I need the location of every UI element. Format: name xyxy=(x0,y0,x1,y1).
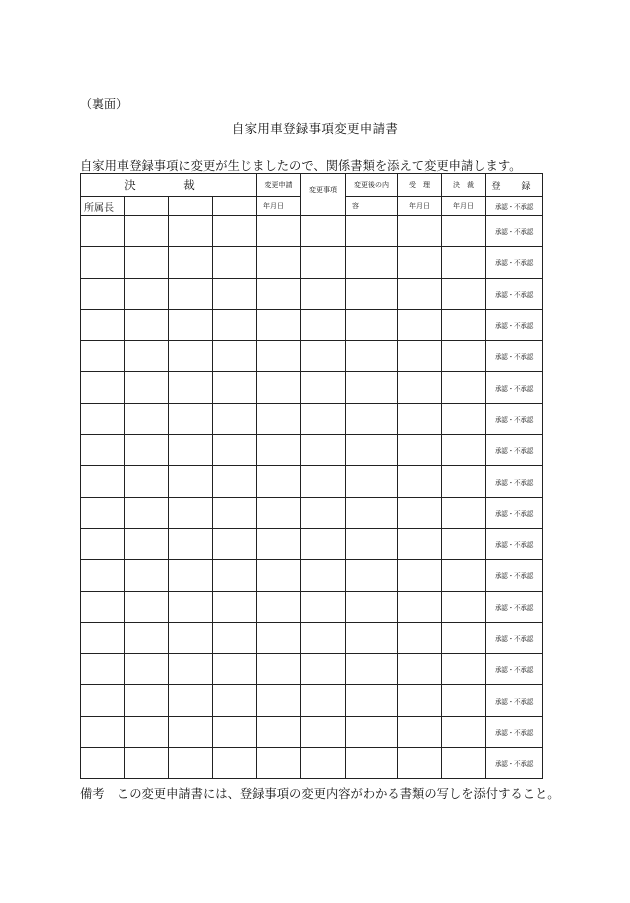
receipt-date-cell[interactable] xyxy=(398,403,442,434)
change-item-cell[interactable] xyxy=(301,497,346,528)
table-row xyxy=(81,528,543,559)
decision-date-cell[interactable] xyxy=(442,309,486,340)
kessai-stamp-3-cell[interactable] xyxy=(169,497,213,528)
change-item-cell[interactable] xyxy=(301,247,346,278)
receipt-date-cell[interactable] xyxy=(398,216,442,247)
kessai-stamp-3-cell[interactable] xyxy=(169,247,213,278)
approval-status-cell: 承認・不承認 xyxy=(486,278,543,309)
change-item-cell[interactable] xyxy=(301,435,346,466)
approval-status-cell: 承認・不承認 xyxy=(486,435,543,466)
kessai-stamp-4-cell[interactable] xyxy=(213,372,257,403)
table-row xyxy=(81,560,543,591)
kessai-stamp-1-cell[interactable] xyxy=(81,622,125,653)
change-request-date-cell[interactable] xyxy=(257,216,301,247)
kessai-stamp-3-cell[interactable] xyxy=(169,591,213,622)
change-item-cell[interactable] xyxy=(301,372,346,403)
kessai-stamp-1-cell[interactable] xyxy=(81,591,125,622)
kessai-stamp-4-cell[interactable] xyxy=(213,466,257,497)
change-item-cell[interactable] xyxy=(301,309,346,340)
kessai-stamp-3-cell[interactable] xyxy=(169,341,213,372)
receipt-date-header: 年月日 xyxy=(398,197,442,216)
kessai-stamp-3-cell[interactable] xyxy=(169,685,213,716)
kessai-stamp-2-cell[interactable] xyxy=(125,748,169,779)
kessai-stamp-2-cell[interactable] xyxy=(125,685,169,716)
kessai-stamp-4-cell[interactable] xyxy=(213,403,257,434)
change-content-cell[interactable] xyxy=(346,403,398,434)
kessai-stamp-2-cell[interactable] xyxy=(125,435,169,466)
approval-status-cell: 承認・不承認 xyxy=(486,341,543,372)
change-item-cell[interactable] xyxy=(301,528,346,559)
kessai-stamp-1-cell[interactable] xyxy=(81,309,125,340)
kessai-stamp-2-cell[interactable] xyxy=(125,372,169,403)
change-content-cell[interactable] xyxy=(346,309,398,340)
change-request-date-cell[interactable] xyxy=(257,497,301,528)
kessai-stamp-1-cell[interactable] xyxy=(81,497,125,528)
kessai-stamp-4-cell[interactable] xyxy=(213,528,257,559)
receipt-date-cell[interactable] xyxy=(398,591,442,622)
kessai-stamp-cell-4[interactable] xyxy=(213,197,257,216)
decision-date-cell[interactable] xyxy=(442,748,486,779)
change-request-date-cell[interactable] xyxy=(257,341,301,372)
kessai-stamp-2-cell[interactable] xyxy=(125,341,169,372)
table-row xyxy=(81,278,543,309)
decision-date-cell[interactable] xyxy=(442,685,486,716)
change-request-date-header: 年月日 xyxy=(257,197,301,216)
kessai-stamp-1-cell[interactable] xyxy=(81,341,125,372)
table-row xyxy=(81,341,543,372)
decision-date-cell[interactable] xyxy=(442,466,486,497)
approval-status-cell: 承認・不承認 xyxy=(486,528,543,559)
kessai-stamp-2-cell[interactable] xyxy=(125,247,169,278)
change-request-date-cell[interactable] xyxy=(257,685,301,716)
kessai-stamp-1-cell[interactable] xyxy=(81,278,125,309)
change-request-date-cell[interactable] xyxy=(257,309,301,340)
change-request-date-cell[interactable] xyxy=(257,591,301,622)
kessai-stamp-2-cell[interactable] xyxy=(125,216,169,247)
kessai-stamp-4-cell[interactable] xyxy=(213,435,257,466)
kessai-stamp-4-cell[interactable] xyxy=(213,309,257,340)
change-request-header: 変更申請 xyxy=(257,174,301,197)
change-request-date-cell[interactable] xyxy=(257,560,301,591)
kessai-stamp-2-cell[interactable] xyxy=(125,716,169,747)
receipt-date-cell[interactable] xyxy=(398,497,442,528)
kessai-stamp-3-cell[interactable] xyxy=(169,716,213,747)
approval-status-cell: 承認・不承認 xyxy=(486,716,543,747)
receipt-date-cell[interactable] xyxy=(398,528,442,559)
approval-status-cell: 承認・不承認 xyxy=(486,685,543,716)
kessai-stamp-1-cell[interactable] xyxy=(81,372,125,403)
kessai-stamp-2-cell[interactable] xyxy=(125,497,169,528)
decision-date-cell[interactable] xyxy=(442,216,486,247)
kessai-stamp-2-cell[interactable] xyxy=(125,403,169,434)
change-content-cell[interactable] xyxy=(346,216,398,247)
change-request-date-cell[interactable] xyxy=(257,278,301,309)
kessai-stamp-cell-3[interactable] xyxy=(169,197,213,216)
registration-header: 登 録 xyxy=(486,174,543,197)
change-content-cell[interactable] xyxy=(346,372,398,403)
approval-status-cell: 承認・不承認 xyxy=(486,309,543,340)
change-content-cell[interactable] xyxy=(346,591,398,622)
change-content-cell[interactable] xyxy=(346,716,398,747)
approval-status-cell: 承認・不承認 xyxy=(486,622,543,653)
change-content-cell[interactable] xyxy=(346,748,398,779)
change-request-date-cell[interactable] xyxy=(257,528,301,559)
change-content-cell[interactable] xyxy=(346,528,398,559)
approval-status-cell: 承認・不承認 xyxy=(486,654,543,685)
kessai-stamp-cell-2[interactable] xyxy=(125,197,169,216)
kessai-stamp-2-cell[interactable] xyxy=(125,528,169,559)
kessai-stamp-1-cell[interactable] xyxy=(81,654,125,685)
change-request-table xyxy=(80,173,543,779)
kessai-stamp-1-cell[interactable] xyxy=(81,216,125,247)
kessai-stamp-4-cell[interactable] xyxy=(213,622,257,653)
change-item-cell[interactable] xyxy=(301,466,346,497)
kessai-stamp-2-cell[interactable] xyxy=(125,622,169,653)
kessai-header: 決 裁 xyxy=(81,174,257,197)
kessai-stamp-2-cell[interactable] xyxy=(125,560,169,591)
change-item-cell[interactable] xyxy=(301,341,346,372)
decision-date-cell[interactable] xyxy=(442,622,486,653)
approval-status-cell: 承認・不承認 xyxy=(486,372,543,403)
change-request-date-cell[interactable] xyxy=(257,716,301,747)
change-item-cell[interactable] xyxy=(301,403,346,434)
change-content-header-top: 変更後の内 xyxy=(346,174,398,197)
kessai-stamp-3-cell[interactable] xyxy=(169,466,213,497)
table-body xyxy=(81,174,543,779)
header-row-1 xyxy=(81,174,543,197)
kessai-stamp-4-cell[interactable] xyxy=(213,685,257,716)
kessai-stamp-2-cell[interactable] xyxy=(125,309,169,340)
kessai-stamp-2-cell[interactable] xyxy=(125,278,169,309)
kessai-stamp-3-cell[interactable] xyxy=(169,622,213,653)
receipt-date-cell[interactable] xyxy=(398,654,442,685)
table-row xyxy=(81,654,543,685)
approval-status-cell: 承認・不承認 xyxy=(486,466,543,497)
intro-statement: 自家用車登録事項に変更が生じましたので、関係書類を添えて変更申請します。 xyxy=(80,159,522,173)
change-item-cell[interactable] xyxy=(301,622,346,653)
table-row xyxy=(81,403,543,434)
approval-status-cell: 承認・不承認 xyxy=(486,748,543,779)
change-request-date-cell[interactable] xyxy=(257,372,301,403)
receipt-date-cell[interactable] xyxy=(398,716,442,747)
kessai-stamp-1-cell[interactable] xyxy=(81,528,125,559)
kessai-stamp-4-cell[interactable] xyxy=(213,278,257,309)
kessai-stamp-2-cell[interactable] xyxy=(125,654,169,685)
kessai-stamp-4-cell[interactable] xyxy=(213,341,257,372)
decision-date-cell[interactable] xyxy=(442,528,486,559)
change-item-cell[interactable] xyxy=(301,278,346,309)
receipt-date-cell[interactable] xyxy=(398,247,442,278)
change-content-cell[interactable] xyxy=(346,435,398,466)
table-row xyxy=(81,748,543,779)
kessai-stamp-1-cell[interactable] xyxy=(81,403,125,434)
change-item-cell[interactable] xyxy=(301,748,346,779)
decision-date-cell[interactable] xyxy=(442,341,486,372)
change-content-cell[interactable] xyxy=(346,341,398,372)
approval-status-cell: 承認・不承認 xyxy=(486,216,543,247)
kessai-stamp-2-cell[interactable] xyxy=(125,591,169,622)
approval-status-cell: 承認・不承認 xyxy=(486,403,543,434)
decision-date-cell[interactable] xyxy=(442,497,486,528)
kessai-stamp-1-cell[interactable] xyxy=(81,685,125,716)
kessai-stamp-3-cell[interactable] xyxy=(169,403,213,434)
change-request-date-cell[interactable] xyxy=(257,654,301,685)
table-row xyxy=(81,247,543,278)
receipt-date-cell[interactable] xyxy=(398,341,442,372)
decision-date-cell[interactable] xyxy=(442,654,486,685)
decision-date-cell[interactable] xyxy=(442,403,486,434)
change-content-cell[interactable] xyxy=(346,466,398,497)
footer-note: 備考 この変更申請書には、登録事項の変更内容がわかる書類の写しを添付すること。 xyxy=(80,787,560,801)
decision-date-cell[interactable] xyxy=(442,278,486,309)
approval-status-cell: 承認・不承認 xyxy=(486,197,543,216)
page-side-label: （裏面） xyxy=(80,97,129,111)
table-row xyxy=(81,216,543,247)
decision-date-cell[interactable] xyxy=(442,372,486,403)
kessai-stamp-1-cell[interactable] xyxy=(81,748,125,779)
approval-status-cell: 承認・不承認 xyxy=(486,247,543,278)
receipt-date-cell[interactable] xyxy=(398,748,442,779)
kessai-stamp-4-cell[interactable] xyxy=(213,591,257,622)
kessai-stamp-3-cell[interactable] xyxy=(169,278,213,309)
change-request-date-cell[interactable] xyxy=(257,466,301,497)
change-content-cell[interactable] xyxy=(346,278,398,309)
receipt-date-cell[interactable] xyxy=(398,685,442,716)
receipt-header: 受 理 xyxy=(398,174,442,197)
decision-header: 決 裁 xyxy=(442,174,486,197)
decision-date-cell[interactable] xyxy=(442,435,486,466)
change-request-date-cell[interactable] xyxy=(257,748,301,779)
table-row xyxy=(81,622,543,653)
approval-status-cell: 承認・不承認 xyxy=(486,497,543,528)
kessai-stamp-4-cell[interactable] xyxy=(213,216,257,247)
receipt-date-cell[interactable] xyxy=(398,435,442,466)
receipt-date-cell[interactable] xyxy=(398,466,442,497)
change-item-cell[interactable] xyxy=(301,685,346,716)
change-content-cell[interactable] xyxy=(346,622,398,653)
kessai-stamp-3-cell[interactable] xyxy=(169,435,213,466)
kessai-stamp-3-cell[interactable] xyxy=(169,216,213,247)
decision-date-cell[interactable] xyxy=(442,591,486,622)
kessai-stamp-4-cell[interactable] xyxy=(213,497,257,528)
kessai-stamp-3-cell[interactable] xyxy=(169,372,213,403)
change-request-date-cell[interactable] xyxy=(257,435,301,466)
change-request-date-cell[interactable] xyxy=(257,403,301,434)
kessai-stamp-4-cell[interactable] xyxy=(213,716,257,747)
table-row xyxy=(81,309,543,340)
kessai-stamp-4-cell[interactable] xyxy=(213,654,257,685)
kessai-stamp-1-cell[interactable] xyxy=(81,716,125,747)
kessai-stamp-3-cell[interactable] xyxy=(169,309,213,340)
change-content-cell[interactable] xyxy=(346,247,398,278)
table-row xyxy=(81,435,543,466)
decision-date-cell[interactable] xyxy=(442,560,486,591)
decision-date-header: 年月日 xyxy=(442,197,486,216)
change-item-cell[interactable] xyxy=(301,654,346,685)
change-item-header: 変更事項 xyxy=(301,174,346,216)
change-content-cell[interactable] xyxy=(346,654,398,685)
change-item-cell[interactable] xyxy=(301,591,346,622)
change-content-header-bottom: 容 xyxy=(346,197,398,216)
change-request-date-cell[interactable] xyxy=(257,622,301,653)
table-row xyxy=(81,716,543,747)
kessai-stamp-2-cell[interactable] xyxy=(125,466,169,497)
approval-status-cell: 承認・不承認 xyxy=(486,560,543,591)
kessai-stamp-1-cell[interactable] xyxy=(81,560,125,591)
kessai-stamp-1-cell[interactable] xyxy=(81,435,125,466)
kessai-stamp-4-cell[interactable] xyxy=(213,247,257,278)
change-item-cell[interactable] xyxy=(301,560,346,591)
kessai-stamp-3-cell[interactable] xyxy=(169,748,213,779)
kessai-stamp-3-cell[interactable] xyxy=(169,528,213,559)
change-item-cell[interactable] xyxy=(301,716,346,747)
receipt-date-cell[interactable] xyxy=(398,372,442,403)
kessai-stamp-1-cell[interactable] xyxy=(81,466,125,497)
change-content-cell[interactable] xyxy=(346,497,398,528)
change-request-date-cell[interactable] xyxy=(257,247,301,278)
table-row xyxy=(81,497,543,528)
table-row xyxy=(81,685,543,716)
table-row xyxy=(81,372,543,403)
approval-status-cell: 承認・不承認 xyxy=(486,591,543,622)
decision-date-cell[interactable] xyxy=(442,716,486,747)
kessai-stamp-4-cell[interactable] xyxy=(213,560,257,591)
receipt-date-cell[interactable] xyxy=(398,560,442,591)
kessai-stamp-4-cell[interactable] xyxy=(213,748,257,779)
receipt-date-cell[interactable] xyxy=(398,309,442,340)
document-title: 自家用車登録事項変更申請書 xyxy=(231,121,399,136)
kessai-stamp-3-cell[interactable] xyxy=(169,654,213,685)
change-content-cell[interactable] xyxy=(346,560,398,591)
change-content-cell[interactable] xyxy=(346,685,398,716)
kessai-stamp-1-cell[interactable] xyxy=(81,247,125,278)
table-row xyxy=(81,591,543,622)
shozokucho-cell: 所属長 xyxy=(81,197,125,216)
table-row xyxy=(81,466,543,497)
kessai-stamp-3-cell[interactable] xyxy=(169,560,213,591)
receipt-date-cell[interactable] xyxy=(398,622,442,653)
decision-date-cell[interactable] xyxy=(442,247,486,278)
change-item-cell[interactable] xyxy=(301,216,346,247)
receipt-date-cell[interactable] xyxy=(398,278,442,309)
